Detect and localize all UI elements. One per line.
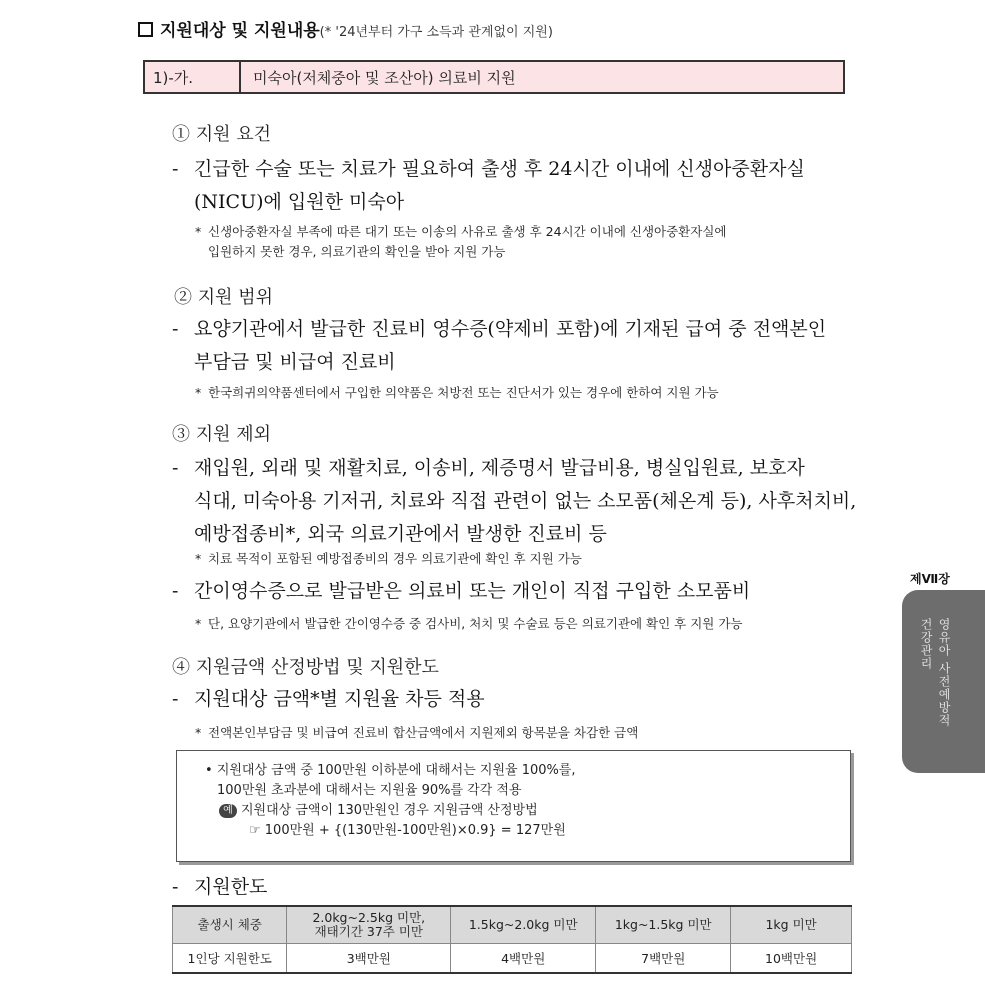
- chapter-label: 제Ⅶ장: [910, 572, 950, 586]
- amount-heading: ④ 지원금액 산정방법 및 지원한도: [172, 657, 439, 678]
- support-limit-table: [172, 905, 852, 974]
- section-heading: [138, 16, 553, 41]
- table-header: 1kg~1.5kg 미만: [596, 906, 731, 944]
- heading-note: (* '24년부터 가구 소득과 관계없이 지원): [319, 25, 553, 40]
- table-row-label: 1인당 지원한도: [173, 944, 287, 974]
- calc-line2: 100만원 초과분에 대해서는 지원율 90%를 각각 적용: [217, 783, 522, 798]
- amount-note: * 전액본인부담금 및 비급여 진료비 합산금액에서 지원제외 항목분을 차감한 금액: [208, 723, 638, 743]
- amount-note-text: 전액본인부담금 및 비급여 진료비 합산금액에서 지원제외 항목분을 차감한 금액: [208, 725, 639, 740]
- requirements-item: - 긴급한 수술 또는 치료가 필요하여 출생 후 24시간 이내에 신생아중환자실 (NICU)에 입원한 미숙아: [194, 153, 805, 219]
- requirements-item-line1: 긴급한 수술 또는 치료가 필요하여 출생 후 24시간 이내에 신생아중환자실: [194, 158, 805, 180]
- calc-line1-text: 지원대상 금액 중 100만원 이하분에 대해서는 지원율 100%를,: [216, 763, 576, 778]
- example-badge: 예: [219, 804, 237, 818]
- exclusions-item-1: - 재입원, 외래 및 재활치료, 이송비, 제증명서 발급비용, 병실입원료, 보호자 식대, 미숙아용 기저귀, 치료와 직접 관련이 없는 소모품(체온계 등), 사후처치비, 예방접종비*, 외국 의료기관에서 발생한 진료비 등: [194, 452, 856, 551]
- amount-item-text: 지원대상 금액*별 지원율 차등 적용: [194, 688, 485, 710]
- exclusions-note-2: * 단, 요양기관에서 발급한 간이영수증 중 검사비, 처치 및 수술료 등은 의료기관에 확인 후 지원 가능: [208, 614, 743, 634]
- calc-example-title: 지원대상 금액이 130만원인 경우 지원금액 산정방법: [241, 803, 538, 818]
- heading-title-part2: 지원내용: [253, 21, 320, 41]
- exclusions-note-1: * 치료 목적이 포함된 예방접종비의 경우 의료기관에 확인 후 지원 가능: [208, 549, 582, 569]
- section-title: 미숙아(저체중아 및 조산아) 의료비 지원: [253, 68, 516, 87]
- table-header: 1.5kg~2.0kg 미만: [451, 906, 596, 944]
- calculation-box: [176, 750, 851, 862]
- scope-note: * 한국희귀의약품센터에서 구입한 의약품은 처방전 또는 진단서가 있는 경우에 한하여 지원 가능: [208, 383, 719, 403]
- calc-formula: ☞ 100만원 + {(130만원-100만원)×0.9} = 127만원: [249, 823, 566, 838]
- requirements-note-line1: 신생아중환자실 부족에 따른 대기 또는 이송의 사유로 출생 후 24시간 이내에 신생아중환자실에: [208, 224, 727, 239]
- exclusions-item-2: - 간이영수증으로 발급받은 의료비 또는 개인이 직접 구입한 소모품비: [194, 575, 750, 608]
- chapter-side-tab[interactable]: [902, 590, 985, 773]
- calc-line1: • 지원대상 금액 중 100만원 이하분에 대해서는 지원율 100%를,: [205, 763, 576, 778]
- table-cell: 3백만원: [287, 944, 451, 974]
- table-header-line: 재태기간 37주 미만: [314, 924, 423, 939]
- scope-heading: ② 지원 범위: [174, 287, 273, 308]
- table-cell: 4백만원: [451, 944, 596, 974]
- requirements-note-line2: 입원하지 못한 경우, 의료기관의 확인을 받아 지원 가능: [208, 244, 506, 259]
- side-tab-line2: 건강관리: [919, 618, 933, 670]
- exclusions-item2-text: 간이영수증으로 발급받은 의료비 또는 개인이 직접 구입한 소모품비: [194, 580, 751, 602]
- limit-heading-text: 지원한도: [194, 876, 268, 898]
- requirements-item-line2: (NICU)에 입원한 미숙아: [194, 191, 405, 213]
- requirements-note: * 신생아중환자실 부족에 따른 대기 또는 이송의 사유로 출생 후 24시간 이내에 신생아중환자실에 입원하지 못한 경우, 의료기관의 확인을 받아 지원 가능: [208, 222, 726, 262]
- limit-heading: - 지원한도: [194, 871, 267, 904]
- table-header-line: 2.0kg~2.5kg 미만,: [312, 910, 426, 925]
- exclusions-item1-line1: 재입원, 외래 및 재활치료, 이송비, 제증명서 발급비용, 병실입원료, 보호자: [194, 457, 805, 479]
- table-cell: 7백만원: [596, 944, 731, 974]
- table-header: [287, 906, 451, 944]
- exclusions-note1-text: 치료 목적이 포함된 예방접종비의 경우 의료기관에 확인 후 지원 가능: [208, 551, 582, 566]
- table-cell: 10백만원: [731, 944, 852, 974]
- heading-title-part1: 지원대상: [160, 21, 226, 41]
- scope-item: - 요양기관에서 발급한 진료비 영수증(약제비 포함)에 기재된 급여 중 전액본인 부담금 및 비급여 진료비: [194, 313, 826, 379]
- amount-item: - 지원대상 금액*별 지원율 차등 적용: [194, 683, 485, 716]
- calc-example: [205, 801, 850, 821]
- checkbox-square-icon: [138, 22, 153, 37]
- side-tab-line1: 영유아 사전예방적: [937, 618, 951, 727]
- table-row: [173, 944, 852, 974]
- section-title-bar: [143, 60, 845, 94]
- exclusions-heading: ③ 지원 제외: [172, 424, 271, 445]
- scope-item-line1: 요양기관에서 발급한 진료비 영수증(약제비 포함)에 기재된 급여 중 전액본인: [194, 318, 827, 340]
- scope-item-line2: 부담금 및 비급여 진료비: [194, 351, 396, 373]
- scope-note-text: 한국희귀의약품센터에서 구입한 의약품은 처방전 또는 진단서가 있는 경우에 한하여 지원 가능: [208, 385, 719, 400]
- exclusions-item1-line2: 식대, 미숙아용 기저귀, 치료와 직접 관련이 없는 소모품(체온계 등), 사후처치비,: [194, 490, 857, 512]
- table-header: 출생시 체중: [173, 906, 287, 944]
- exclusions-item1-line3: 예방접종비*, 외국 의료기관에서 발생한 진료비 등: [194, 523, 607, 545]
- requirements-heading: ① 지원 요건: [172, 124, 271, 145]
- table-header: 1kg 미만: [731, 906, 852, 944]
- heading-title-mid: 및: [225, 21, 254, 41]
- table-header-row: [173, 906, 852, 944]
- exclusions-note2-text: 단, 요양기관에서 발급한 간이영수증 중 검사비, 처치 및 수술료 등은 의료기관에 확인 후 지원 가능: [208, 616, 743, 631]
- section-number: 1)-가.: [145, 62, 241, 92]
